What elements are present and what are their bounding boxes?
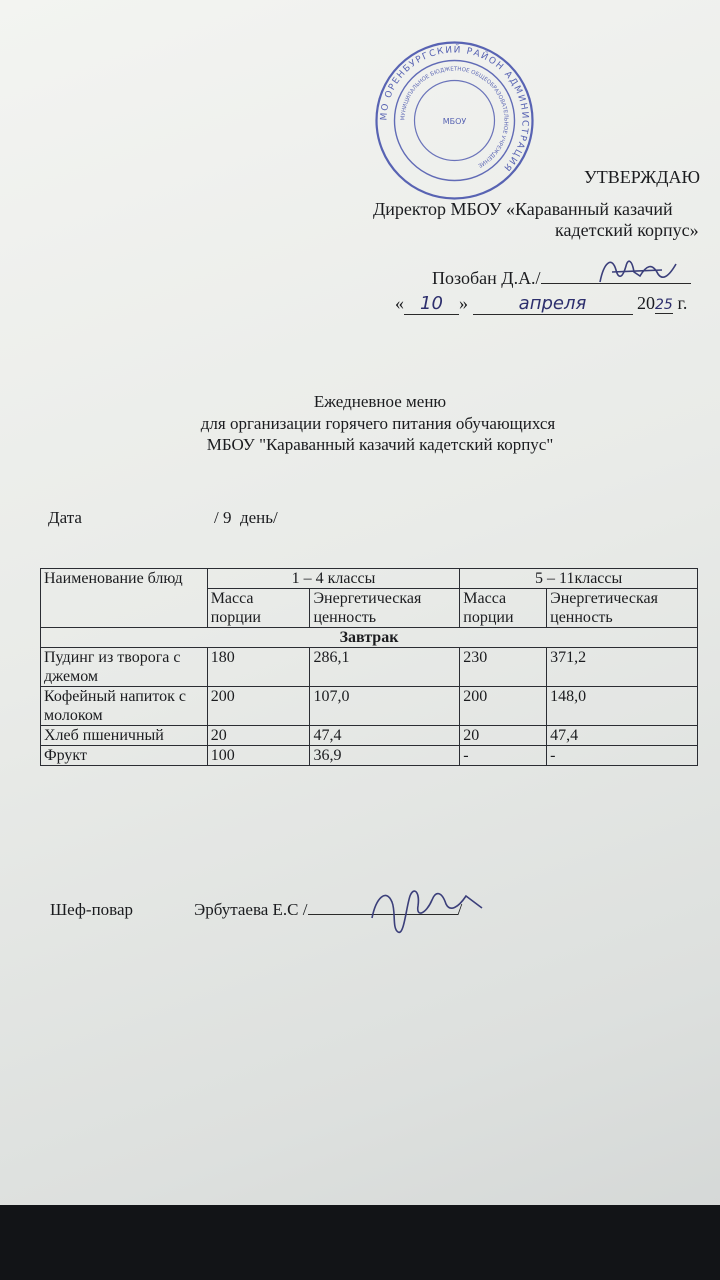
mass-5-11: 200	[460, 687, 547, 726]
photo-bottom-edge	[0, 1205, 720, 1280]
energy-5-11: 148,0	[547, 687, 698, 726]
header-energy-2: Энергетическая ценность	[547, 589, 698, 628]
mass-5-11: -	[460, 746, 547, 766]
header-energy-1: Энергетическая ценность	[310, 589, 460, 628]
chef-name-text: Эрбутаева Е.С /	[194, 900, 308, 919]
heading-line1: Ежедневное меню	[313, 392, 447, 411]
date-year-prefix: 20	[637, 293, 655, 313]
table-row	[41, 687, 698, 726]
energy-5-11: 371,2	[547, 648, 698, 687]
official-stamp	[372, 38, 537, 203]
chef-end-slash: /	[457, 900, 463, 919]
stamp-center-text: МБОУ	[442, 117, 467, 126]
approval-position-line2: кадетский корпус»	[555, 220, 699, 240]
approval-date	[395, 293, 687, 315]
heading-line3: МБОУ "Караванный казачий кадетский корпус"	[206, 435, 554, 454]
mass-5-11: 20	[460, 726, 547, 746]
header-mass-1: Масса порции	[207, 589, 310, 628]
approval-month: апреля	[473, 293, 633, 315]
date-label: Дата	[48, 508, 82, 527]
energy-5-11: -	[547, 746, 698, 766]
mass-5-11: 230	[460, 648, 547, 687]
energy-5-11: 47,4	[547, 726, 698, 746]
header-mass-2: Масса порции	[460, 589, 547, 628]
approval-name-text: Позобан Д.А./	[432, 268, 541, 288]
header-group-5-11: 5 – 11классы	[460, 569, 698, 589]
approval-day: 10	[404, 293, 459, 315]
mass-1-4: 100	[207, 746, 310, 766]
energy-1-4: 286,1	[310, 648, 460, 687]
section-breakfast: Завтрак	[41, 628, 698, 648]
table-row	[41, 746, 698, 766]
dish-name: Фрукт	[41, 746, 208, 766]
date-value: / 9 день/	[214, 508, 278, 527]
energy-1-4: 107,0	[310, 687, 460, 726]
table-row	[41, 648, 698, 687]
mass-1-4: 20	[207, 726, 310, 746]
mass-1-4: 180	[207, 648, 310, 687]
dish-name: Хлеб пшеничный	[41, 726, 208, 746]
energy-1-4: 36,9	[310, 746, 460, 766]
heading-line2: для организации горячего питания обучающихся	[200, 414, 556, 433]
approval-year: 25	[655, 297, 673, 313]
energy-1-4: 47,4	[310, 726, 460, 746]
chef-label: Шеф-повар	[50, 900, 134, 919]
menu-table	[40, 568, 698, 766]
approval-title: УТВЕРЖДАЮ	[584, 167, 701, 187]
dish-name: Пудинг из творога с джемом	[41, 648, 208, 687]
dish-name: Кофейный напиток с молоком	[41, 687, 208, 726]
stamp-inner-text: МУНИЦИПАЛЬНОЕ БЮДЖЕТНОЕ ОБЩЕОБРАЗОВАТЕЛЬНОЕ УЧРЕЖДЕНИЕ	[400, 66, 509, 169]
date-open-quote: «	[395, 293, 404, 313]
header-dish: Наименование блюд	[41, 569, 208, 628]
date-close-quote: »	[459, 293, 468, 313]
mass-1-4: 200	[207, 687, 310, 726]
director-signature	[592, 252, 692, 292]
approval-position-line1: Директор МБОУ «Караванный казачий	[373, 199, 673, 219]
date-suffix: г.	[677, 293, 688, 313]
header-group-1-4: 1 – 4 классы	[207, 569, 460, 589]
table-row	[41, 726, 698, 746]
table-header-row	[41, 569, 698, 589]
chef-signature	[362, 878, 492, 938]
stamp-outer-text: МО ОРЕНБУРГСКИЙ РАЙОН АДМИНИСТРАЦИЯ	[379, 45, 530, 174]
section-row	[41, 628, 698, 648]
